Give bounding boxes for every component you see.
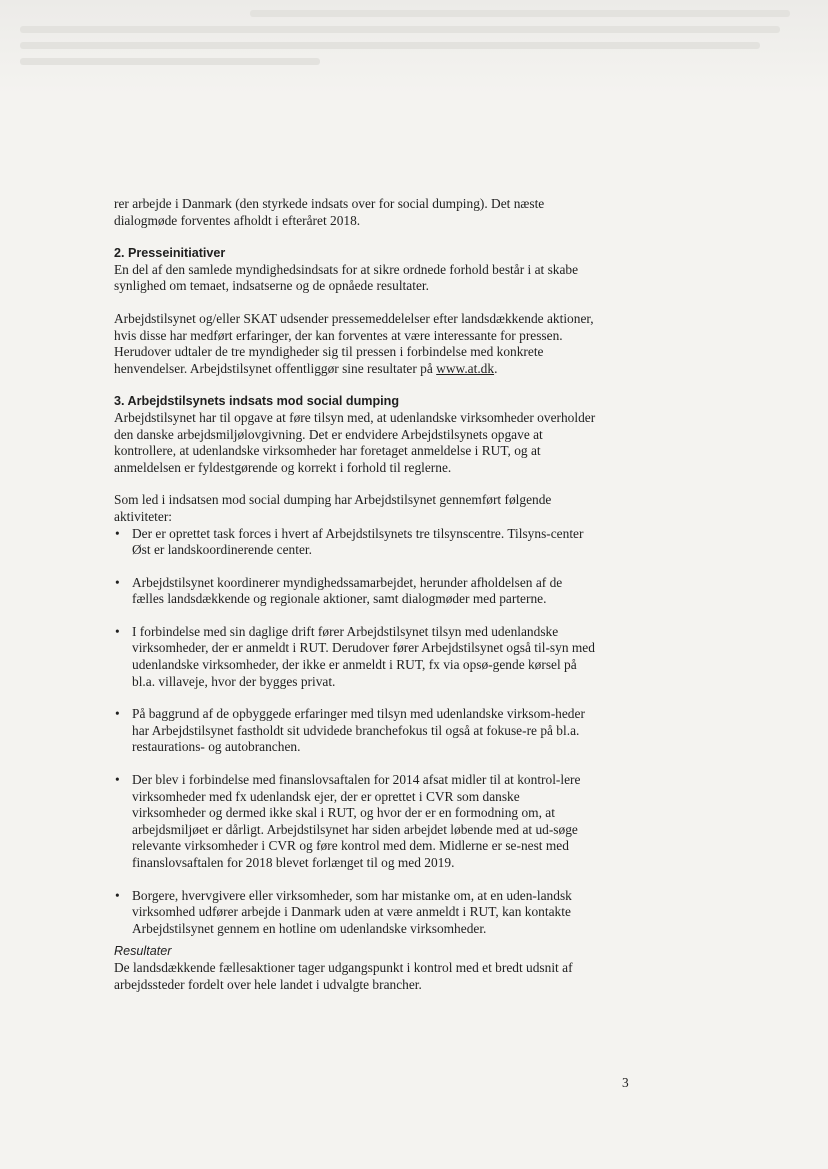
section-3-paragraph-2: Som led i indsatsen mod social dumping har Arbejdstilsynet gennemført følgende aktiviteter: <box>114 492 552 524</box>
section-2-paragraph-2-text: Arbejdstilsynet og/eller SKAT udsender pressemeddelelser efter landsdækkende aktioner, hvis disse har medført erfaringer, der kan forventes at være interessante for pressen. Herudover udtaler de tre myndigheder sig til pressen i forbindelse med konkrete henvendelser. Arbejdstilsynet offentliggør sine resultater på <box>114 310 594 376</box>
bullet-icon: • <box>115 525 120 541</box>
list-item <box>114 624 596 690</box>
at-dk-link[interactable]: www.at.dk <box>436 360 495 376</box>
activities-list <box>114 526 596 938</box>
list-item-text: Der blev i forbindelse med finanslovsaftalen for 2014 afsat midler til at kontrol-lere virksomheder med fx udenlandsk ejer, der er oprettet i CVR som danske virksomheder og dermed ikke skal i RUT, og hvor der er en formodning om, at arbejdsmiljøet er dårligt. Arbejdstilsynet har siden arbejdet løbende med at ud-søge relevante virksomheder i CVR og føre kontrol med dem. Midlerne er se-nest med finanslovsaftalen for 2018 blevet forlænget til og med 2019. <box>132 772 581 870</box>
list-item <box>114 888 596 938</box>
results-paragraph: De landsdækkende fællesaktioner tager udgangspunkt i kontrol med et bredt udsnit af arbejdssteder fordelt over hele landet i udvalgte brancher. <box>114 959 573 992</box>
results-heading: Resultater <box>114 944 172 959</box>
bullet-icon: • <box>115 887 120 903</box>
list-item-text: Arbejdstilsynet koordinerer myndighedssamarbejdet, herunder afholdelsen af de fælles landsdækkende og regionale aktioner, samt dialogmøder med parterne. <box>132 574 563 607</box>
list-item-text: Der er oprettet task forces i hvert af Arbejdstilsynets tre tilsynscentre. Tilsyns-center Øst er landskoordinerende center. <box>132 525 584 558</box>
section-2-heading: 2. Presseinitiativer <box>114 246 226 261</box>
bullet-icon: • <box>115 706 120 722</box>
list-item <box>114 575 596 608</box>
section-2-paragraph-2-end: . <box>494 360 498 376</box>
intro-paragraph: rer arbejde i Danmark (den styrkede indsats over for social dumping). Det næste dialogmøde forventes afholdt i efteråret 2018. <box>114 196 545 228</box>
bleed-through-shadow <box>0 0 828 95</box>
list-item <box>114 706 596 756</box>
list-item-text: Borgere, hvervgivere eller virksomheder, som har mistanke om, at en uden-landsk virksomhed udfører arbejde i Danmark uden at være anmeldt i RUT, kan kontakte Arbejdstilsynet gennem en hotline om udenlandske virksomheder. <box>132 887 572 936</box>
section-2-paragraph-1: En del af den samlede myndighedsindsats for at sikre ordnede forhold består i at skabe synlighed om temaet, indsatserne og de opnåede resultater. <box>114 261 579 294</box>
list-item-text: I forbindelse med sin daglige drift fører Arbejdstilsynet tilsyn med udenlandske virksomheder, der er anmeldt i RUT. Derudover fører Arbejdstilsynet også til-syn med udenlandske virksomheder, der ikke er anmeldt i RUT, fx via opsø-gende kørsel på bl.a. villaveje, hvor der bygges privat. <box>132 623 595 689</box>
bullet-icon: • <box>115 623 120 639</box>
section-3-paragraph-1: Arbejdstilsynet har til opgave at føre tilsyn med, at udenlandske virksomheder overholder den danske arbejdsmiljølovgivning. Det er endvidere Arbejdstilsynets opgave at kontrollere, at udenlandske virksomheder har foretaget anmeldelse i RUT, og at anmeldelsen er fyldestgørende og korrekt i forhold til reglerne. <box>114 409 596 475</box>
section-3-heading: 3. Arbejdstilsynets indsats mod social dumping <box>114 394 400 409</box>
list-item <box>114 526 596 559</box>
bullet-icon: • <box>115 574 120 590</box>
document-page <box>114 196 596 993</box>
page-number: 3 <box>622 1075 629 1090</box>
bullet-icon: • <box>115 772 120 788</box>
section-2-paragraph-2 <box>114 311 596 377</box>
list-item <box>114 772 596 872</box>
list-item-text: På baggrund af de opbyggede erfaringer med tilsyn med udenlandske virksom-heder har Arbejdstilsynet fastholdt sit udvidede branchefokus til også at fokuse-re på bl.a. restaurations- og autobranchen. <box>132 706 585 755</box>
